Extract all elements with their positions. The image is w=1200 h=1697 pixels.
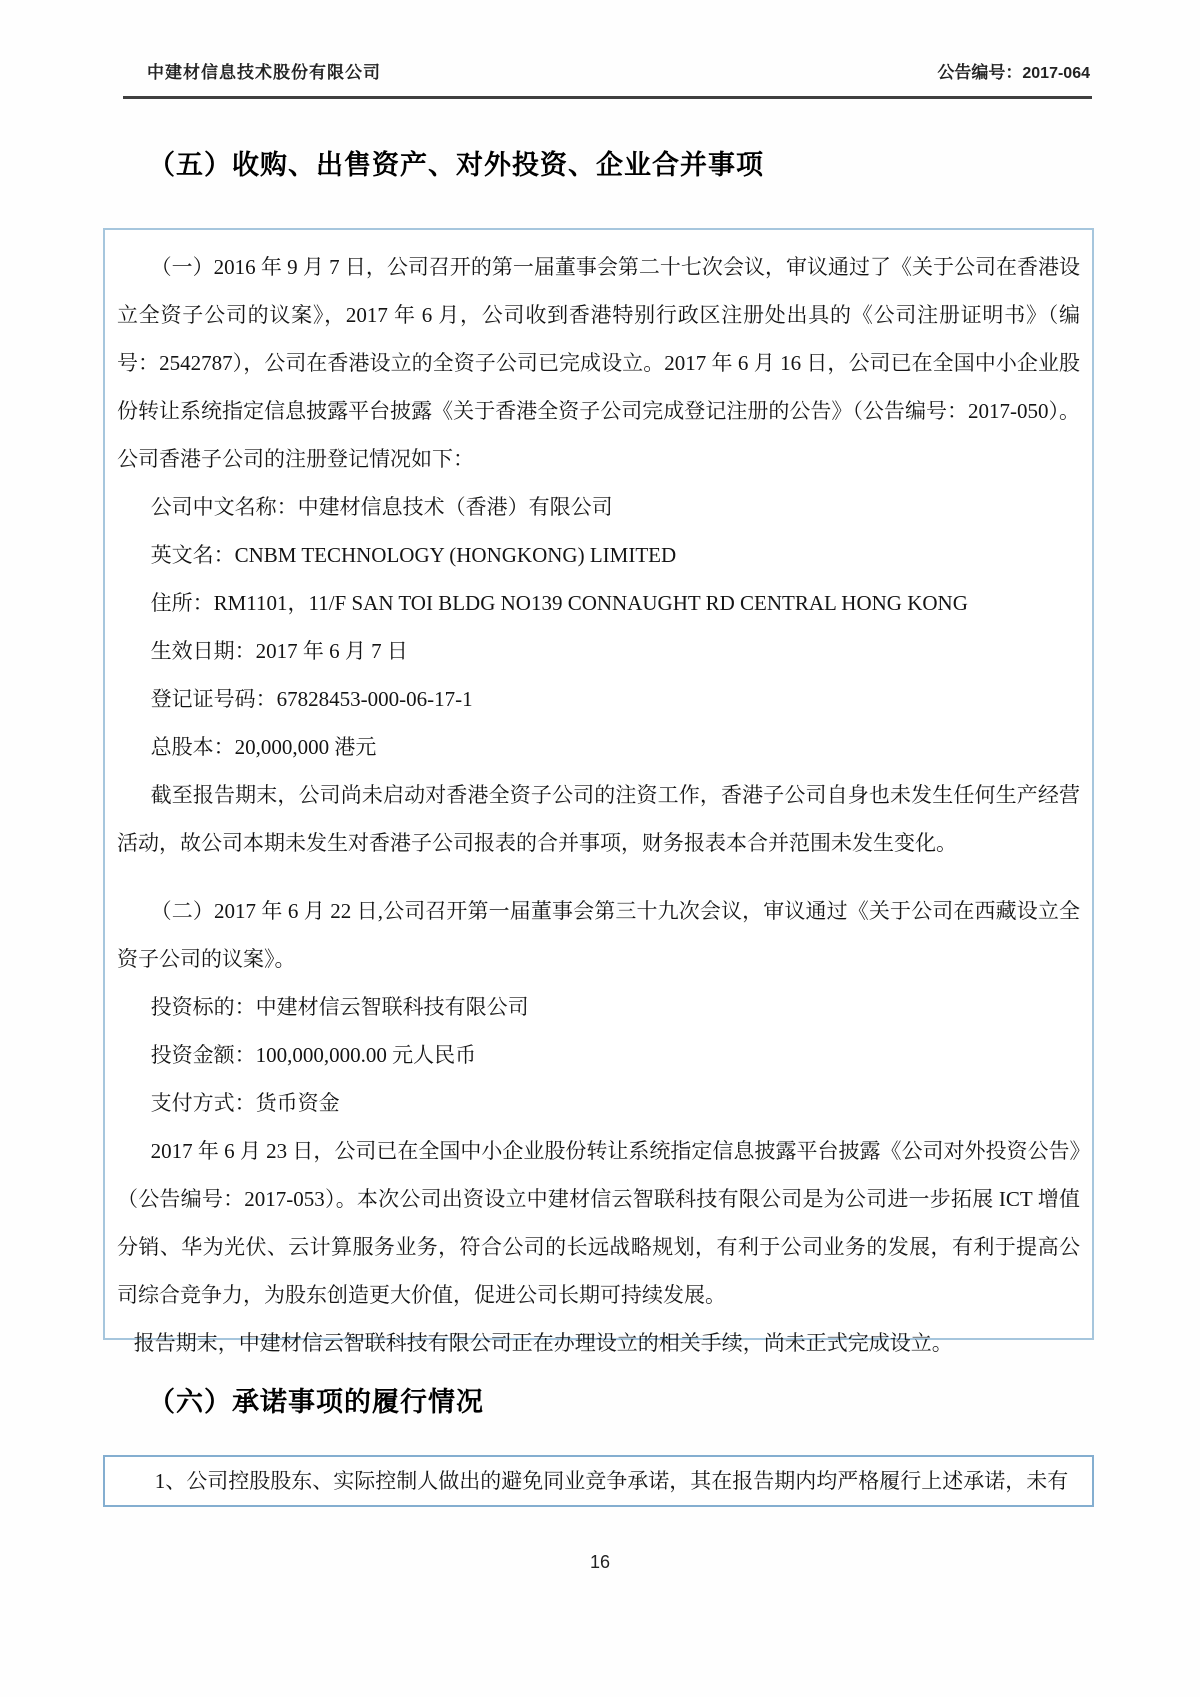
paragraph: 住所：RM1101，11/F SAN TOI BLDG NO139 CONNAUGHT RD CENTRAL HONG KONG <box>150 591 968 615</box>
document-header <box>147 58 1090 83</box>
paragraph: 登记证号码：67828453-000-06-17-1 <box>150 687 473 711</box>
paragraph: 投资金额：100,000,000.00 元人民币 <box>150 1043 477 1067</box>
paragraph: 生效日期：2017 年 6 月 7 日 <box>150 639 408 663</box>
company-name: 中建材信息技术股份有限公司 <box>147 63 381 82</box>
paragraph: 2017 年 6 月 23 日，公司已在全国中小企业股份转让系统指定信息披露平台披露《公司对外投资公告》（公告编号：2017-053）。本次公司出资设立中建材信云智联科技有限公司是为公司进一步拓展 ICT 增值分销、华为光伏、云计算服务业务，符合公司的长远战略规划，有利于公司业务的发展，有利于提高公司综合竞争力，为股东创造更大价值，促进公司长期可持续发展。 <box>117 1139 1080 1307</box>
announcement-number <box>937 58 1090 83</box>
section-5-content-box <box>103 228 1094 1355</box>
paragraph: 公司中文名称：中建材信息技术（香港）有限公司 <box>150 495 613 519</box>
paragraph: （二）2017 年 6 月 22 日,公司召开第一届董事会第三十九次会议，审议通过《关于公司在西藏设立全资子公司的议案》。 <box>117 899 1080 971</box>
announcement-value: 2017-064 <box>1022 65 1090 82</box>
announcement-label: 公告编号： <box>937 63 1023 82</box>
paragraph: 截至报告期末，公司尚未启动对香港全资子公司的注资工作，香港子公司自身也未发生任何生产经营活动，故公司本期未发生对香港子公司报表的合并事项，财务报表本合并范围未发生变化。 <box>117 783 1080 855</box>
section-title-6: （六）承诺事项的履行情况 <box>148 1387 484 1417</box>
section-title-5: （五）收购、出售资产、对外投资、企业合并事项 <box>148 150 764 180</box>
paragraph: 报告期末，中建材信云智联科技有限公司正在办理设立的相关手续，尚未正式完成设立。 <box>133 1331 953 1355</box>
header-divider <box>123 96 1092 99</box>
paragraph: 1、公司控股股东、实际控制人做出的避免同业竞争承诺，其在报告期内均严格履行上述承诺，未有 <box>154 1469 1069 1493</box>
section-6-content-box <box>103 1455 1094 1507</box>
page-number: 16 <box>589 1552 611 1572</box>
paragraph: （一）2016 年 9 月 7 日，公司召开的第一届董事会第二十七次会议，审议通过了《关于公司在香港设立全资子公司的议案》，2017 年 6 月，公司收到香港特别行政区注册处出具的《公司注册证明书》（编号：2542787），公司在香港设立的全资子公司已完成设立。2017 年 6 月 16 日，公司已在全国中小企业股份转让系统指定信息披露平台披露《关于香港全资子公司完成登记注册的公告》（公告编号：2017-050）。公司香港子公司的注册登记情况如下： <box>117 255 1080 471</box>
paragraph: 英文名：CNBM TECHNOLOGY (HONGKONG) LIMITED <box>150 543 677 567</box>
paragraph: 投资标的：中建材信云智联科技有限公司 <box>150 995 529 1019</box>
paragraph: 总股本：20,000,000 港元 <box>150 735 377 759</box>
paragraph: 支付方式：货币资金 <box>150 1091 340 1115</box>
